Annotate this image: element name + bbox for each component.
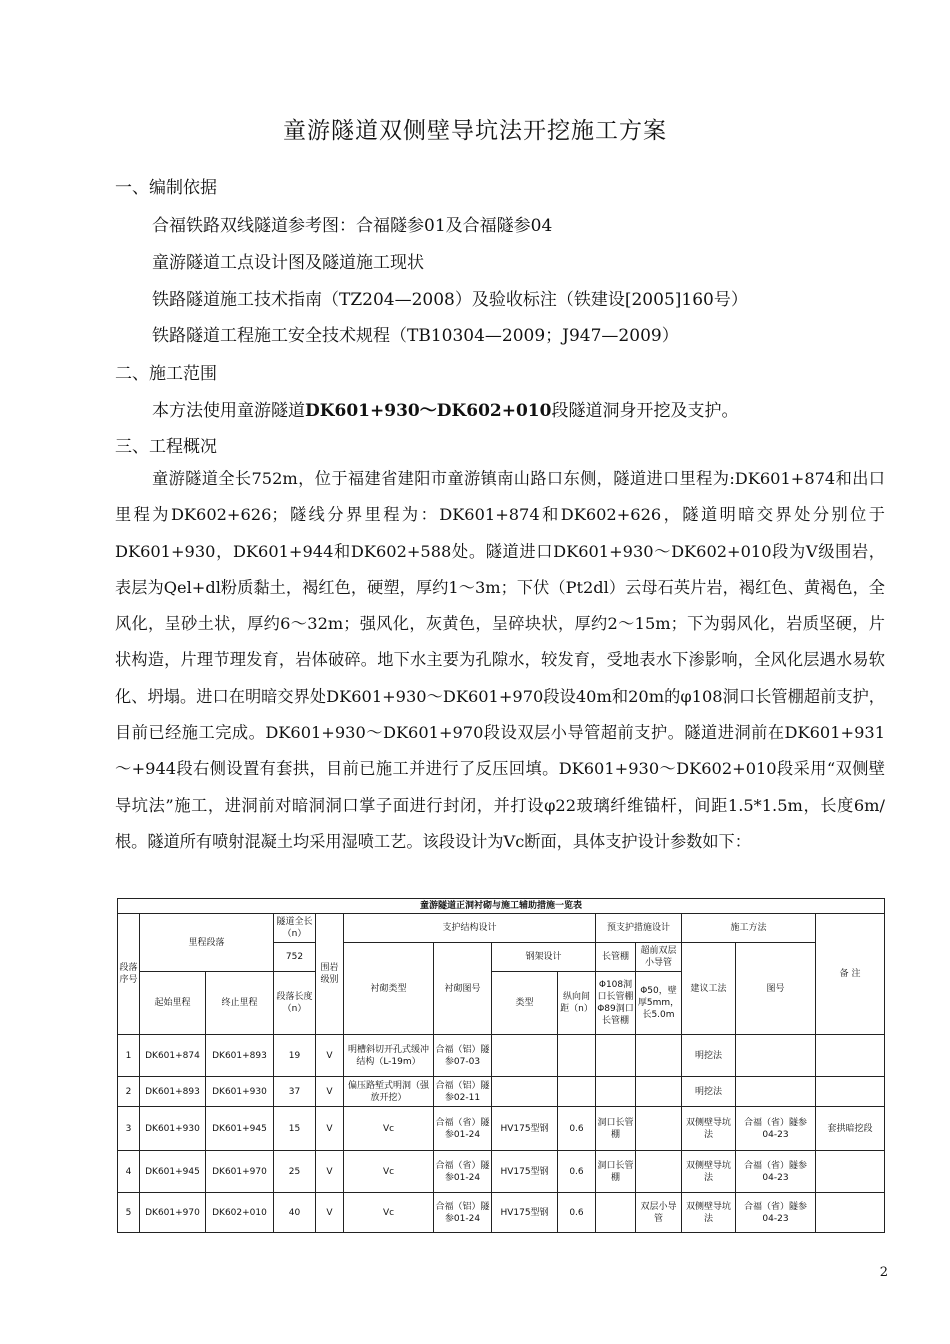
cell-no: 4 (118, 1151, 140, 1193)
cell-steel-type (492, 1077, 558, 1107)
cell-steel-type: HV175型钢 (492, 1151, 558, 1193)
cell-small-pipe (636, 1107, 682, 1151)
cell-lining-type: 明槽斜切开孔式缓冲结构（L-19m） (344, 1035, 434, 1077)
cell-spacing: 0.6 (558, 1151, 596, 1193)
cell-rock: V (316, 1107, 344, 1151)
header-mileage: 里程段落 (140, 914, 274, 972)
cell-method: 双侧壁导坑法 (682, 1151, 736, 1193)
cell-start: DK601+930 (140, 1107, 206, 1151)
cell-no: 3 (118, 1107, 140, 1151)
cell-end: DK602+010 (206, 1193, 274, 1233)
cell-start: DK601+893 (140, 1077, 206, 1107)
cell-figure (736, 1077, 816, 1107)
table-row (118, 1151, 885, 1193)
header-tunnel-length: 隧道全长（n） (274, 914, 316, 943)
cell-end: DK601+970 (206, 1151, 274, 1193)
cell-long-pipe (596, 1193, 636, 1233)
header-note: 备 注 (816, 914, 885, 1035)
cell-figure: 合福（省）隧参04-23 (736, 1107, 816, 1151)
cell-small-pipe (636, 1151, 682, 1193)
table-row (118, 1193, 885, 1233)
cell-note: 套拱暗挖段 (816, 1107, 885, 1151)
table-row (118, 1107, 885, 1151)
cell-spacing (558, 1035, 596, 1077)
header-method-figure: 图号 (736, 943, 816, 1035)
header-segment-length: 段落长度（n） (274, 972, 316, 1035)
scope-text: 本方法使用童游隧道DK601+930～DK602+010段隧道洞身开挖及支护。 (152, 401, 739, 421)
header-seg-no: 段落序号 (118, 914, 140, 1035)
cell-note (816, 1035, 885, 1077)
header-long-pipe: 长管棚 (596, 943, 636, 972)
page-number: 2 (879, 1265, 888, 1280)
overview-paragraph: 童游隧道全长752m，位于福建省建阳市童游镇南山路口东侧，隧道进口里程为:DK601+874和出口里程为DK602+626；隧线分界里程为：DK601+874和DK602+626，隧道明暗交界处分别位于DK601+930，DK601+944和DK602+588处。隧道进口DK601+930～DK602+010段为V级围岩，表层为Qel+dl粉质黏土，褐红色，硬塑，厚约1～3m；下伏（Pt2dl）云母石英片岩，褐红色、黄褐色，全风化，呈砂土状，厚约6～32m；强风化，灰黄色，呈碎块状，厚约2～15m；下为弱风化，岩质坚硬，片状构造，片理节理发育，岩体破碎。地下水主要为孔隙水，较发育，受地表水下渗影响，全风化层遇水易软化、坍塌。进口在明暗交界处DK601+930～DK601+970段设40m和20m的φ108洞口长管棚超前支护，目前已经施工完成。DK601+930～DK601+970段设双层小导管超前支护。隧道进洞前在DK601+931～+944段右侧设置有套拱，目前已施工并进行了反压回填。DK601+930～DK602+010段采用“双侧壁导坑法”施工，进洞前对暗洞洞口掌子面进行封闭，并打设φ22玻璃纤维锚杆，间距1.5*1.5m，长度6m/根。隧道所有喷射混凝土均采用湿喷工艺。该段设计为Vc断面，具体支护设计参数如下： (115, 469, 885, 851)
cell-lining-figure: 合福（铝）隧参02-11 (434, 1077, 492, 1107)
cell-small-pipe (636, 1077, 682, 1107)
cell-start: DK601+970 (140, 1193, 206, 1233)
header-pre-support: 预支护措施设计 (596, 914, 682, 943)
cell-lining-type: 偏压路堑式明洞（强放开挖） (344, 1077, 434, 1107)
header-rock-grade: 围岩级别 (316, 914, 344, 1035)
table-row (118, 1035, 885, 1077)
cell-end: DK601+945 (206, 1107, 274, 1151)
cell-figure: 合福（省）隧参04-23 (736, 1193, 816, 1233)
basis-item-1: 合福铁路双线隧道参考图：合福隧参01及合福隧参04 (152, 216, 553, 236)
header-support-design: 支护结构设计 (344, 914, 596, 943)
cell-rock: V (316, 1035, 344, 1077)
cell-long-pipe (596, 1077, 636, 1107)
cell-lining-type: Vc (344, 1193, 434, 1233)
cell-note (816, 1193, 885, 1233)
cell-small-pipe (636, 1035, 682, 1077)
cell-length: 40 (274, 1193, 316, 1233)
section-heading-overview: 三、工程概况 (115, 437, 217, 457)
table-caption: 童游隧道正洞衬砌与施工辅助措施一览表 (118, 899, 885, 914)
basis-item-2: 童游隧道工点设计图及隧道施工现状 (152, 253, 424, 273)
cell-rock: V (316, 1193, 344, 1233)
cell-end: DK601+893 (206, 1035, 274, 1077)
header-lining-figure: 衬砌图号 (434, 943, 492, 1035)
header-method-suggest: 建议工法 (682, 943, 736, 1035)
header-construction-method: 施工方法 (682, 914, 816, 943)
cell-long-pipe: 洞口长管棚 (596, 1151, 636, 1193)
header-long-pipe-spec: Φ108洞口长管棚Φ89洞口长管棚 (596, 972, 636, 1035)
cell-rock: V (316, 1077, 344, 1107)
cell-method: 双侧壁导坑法 (682, 1193, 736, 1233)
header-end-mileage: 终止里程 (206, 972, 274, 1035)
cell-rock: V (316, 1151, 344, 1193)
cell-method: 双侧壁导坑法 (682, 1107, 736, 1151)
header-tunnel-length-value: 752 (274, 943, 316, 972)
cell-small-pipe: 双层小导管 (636, 1193, 682, 1233)
cell-figure (736, 1035, 816, 1077)
cell-spacing: 0.6 (558, 1193, 596, 1233)
cell-steel-type (492, 1035, 558, 1077)
cell-spacing (558, 1077, 596, 1107)
support-parameter-table (117, 898, 885, 1233)
cell-length: 25 (274, 1151, 316, 1193)
cell-end: DK601+930 (206, 1077, 274, 1107)
header-start-mileage: 起始里程 (140, 972, 206, 1035)
cell-lining-figure: 合福（铝）隧参07-03 (434, 1035, 492, 1077)
cell-steel-type: HV175型钢 (492, 1193, 558, 1233)
cell-length: 19 (274, 1035, 316, 1077)
cell-no: 1 (118, 1035, 140, 1077)
cell-lining-figure: 合福（铝）隧参01-24 (434, 1193, 492, 1233)
cell-lining-type: Vc (344, 1107, 434, 1151)
header-steel-frame: 钢架设计 (492, 943, 596, 972)
basis-item-4: 铁路隧道工程施工安全技术规程（TB10304—2009；J947—2009） (152, 326, 679, 346)
cell-long-pipe: 洞口长管棚 (596, 1107, 636, 1151)
header-small-pipe: 超前双层小导管 (636, 943, 682, 972)
cell-method: 明挖法 (682, 1077, 736, 1107)
cell-start: DK601+874 (140, 1035, 206, 1077)
section-heading-basis: 一、编制依据 (115, 178, 217, 198)
cell-length: 15 (274, 1107, 316, 1151)
header-steel-type: 类型 (492, 972, 558, 1035)
cell-long-pipe (596, 1035, 636, 1077)
cell-note (816, 1077, 885, 1107)
page-title: 童游隧道双侧壁导坑法开挖施工方案 (283, 118, 667, 144)
table-row (118, 1077, 885, 1107)
cell-note (816, 1151, 885, 1193)
cell-lining-figure: 合福（省）隧参01-24 (434, 1107, 492, 1151)
basis-item-3: 铁路隧道施工技术指南（TZ204—2008）及验收标注（铁建设[2005]160号） (152, 290, 748, 310)
header-small-pipe-spec: Φ50，壁厚5mm，长5.0m (636, 972, 682, 1035)
cell-no: 2 (118, 1077, 140, 1107)
cell-length: 37 (274, 1077, 316, 1107)
cell-method: 明挖法 (682, 1035, 736, 1077)
cell-spacing: 0.6 (558, 1107, 596, 1151)
section-heading-scope: 二、施工范围 (115, 364, 217, 384)
cell-start: DK601+945 (140, 1151, 206, 1193)
cell-steel-type: HV175型钢 (492, 1107, 558, 1151)
cell-lining-type: Vc (344, 1151, 434, 1193)
cell-lining-figure: 合福（省）隧参01-24 (434, 1151, 492, 1193)
header-lining-type: 衬砌类型 (344, 943, 434, 1035)
cell-figure: 合福（省）隧参04-23 (736, 1151, 816, 1193)
cell-no: 5 (118, 1193, 140, 1233)
header-steel-spacing: 纵向间距（n） (558, 972, 596, 1035)
